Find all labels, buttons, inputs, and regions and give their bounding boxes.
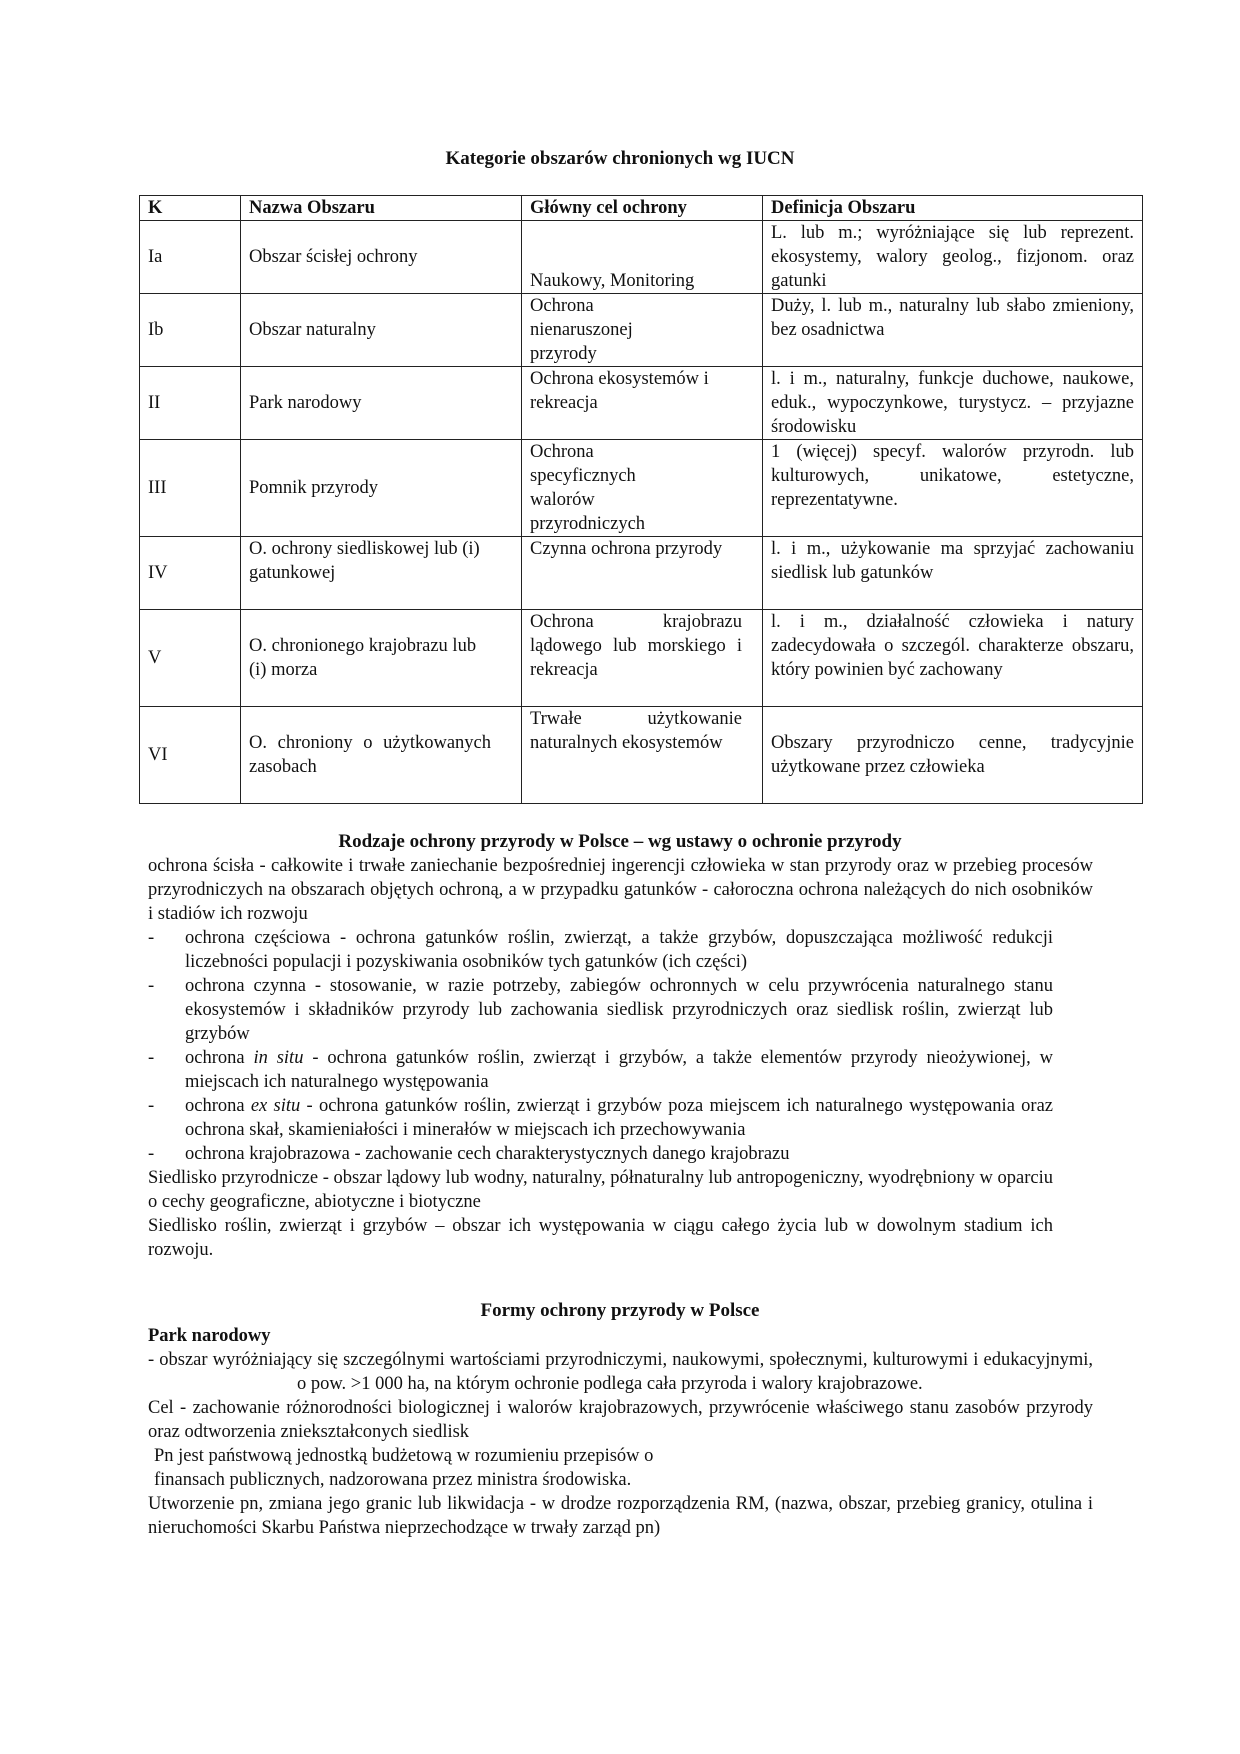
cell-definition: L. lub m.; wyróżniające się lub reprezent. ekosystemy, walory geolog., fizjonom. oraz gatunki	[763, 221, 1143, 294]
list-item-emphasis: ex situ	[250, 1096, 301, 1116]
cell-category: V	[140, 610, 241, 707]
cell-area-name: O. chroniony o użytkowanych zasobach	[241, 707, 522, 804]
cell-category: II	[140, 367, 241, 440]
table-title: Kategorie obszarów chronionych wg IUCN	[445, 148, 795, 169]
cell-definition: l. i m., użykowanie ma sprzyjać zachowaniu siedlisk lub gatunków	[763, 537, 1143, 610]
header-cell-definition: Definicja Obszaru	[763, 196, 1143, 221]
cell-category: IV	[140, 537, 241, 610]
national-park-goal: Cel - zachowanie różnorodności biologicznej i walorów krajobrazowych, przywrócenie właściwego stanu zasobów przyrody oraz odtworzenia zniekształconych siedlisk	[148, 1398, 1093, 1442]
table-row	[140, 537, 1143, 610]
cell-goal: Czynna ochrona przyrody	[522, 537, 763, 610]
list-item-text: ochrona krajobrazowa - zachowanie cech charakterystycznych danego krajobrazu	[185, 1144, 790, 1164]
cell-definition: 1 (więcej) specyf. walorów przyrodn. lub kulturowych, unikatowe, estetyczne, reprezentatywne.	[763, 440, 1143, 537]
iucn-categories-table	[139, 195, 1143, 804]
cell-area-name: O. ochrony siedliskowej lub (i) gatunkowej	[241, 537, 522, 610]
table-row	[140, 221, 1143, 294]
cell-definition: Obszary przyrodniczo cenne, tradycyjnie użytkowane przez człowieka	[763, 707, 1143, 804]
list-item-text: - ochrona gatunków roślin, zwierząt i grzybów poza miejscem ich naturalnego występowania oraz ochrona skał, skamieniałości i minerałów w miejscach ich przechowywania	[185, 1096, 1053, 1140]
table-row	[140, 610, 1143, 707]
cell-area-name: Obszar naturalny	[241, 294, 522, 367]
cell-area-name: O. chronionego krajobrazu lub (i) morza	[241, 610, 522, 707]
header-cell-k: K	[140, 196, 241, 221]
list-item	[148, 1046, 1093, 1094]
section-title-protection-forms: Formy ochrony przyrody w Polsce	[480, 1300, 760, 1321]
table-header-row	[140, 196, 1143, 221]
cell-category: Ia	[140, 221, 241, 294]
list-item-text: ochrona	[185, 1096, 251, 1116]
cell-goal: Trwałe użytkowanie naturalnych ekosystemów	[522, 707, 763, 804]
list-item-text: ochrona częściowa - ochrona gatunków roślin, zwierząt, a także grzybów, dopuszczająca możliwość redukcji liczebności populacji i pozyskiwania osobników tych gatunków (ich części)	[185, 928, 1053, 972]
cell-area-name: Park narodowy	[241, 367, 522, 440]
habitat-definition: Siedlisko przyrodnicze - obszar lądowy lub wodny, naturalny, półnaturalny lub antropogeniczny, wyodrębniony w oparciu o cechy geograficzne, abiotyczne i biotyczne	[148, 1168, 1053, 1212]
header-cell-name: Nazwa Obszaru	[241, 196, 522, 221]
list-item-text: ochrona czynna - stosowanie, w razie potrzeby, zabiegów ochronnych w celu przywrócenia naturalnego stanu ekosystemów i składników przyrody lub zachowania siedlisk przyrodniczych oraz siedlisk roślin, zwierząt lub grzybów	[185, 976, 1053, 1044]
list-item-text: ochrona	[185, 1048, 254, 1068]
list-item-emphasis: in situ	[253, 1048, 304, 1068]
list-item-text: - ochrona gatunków roślin, zwierząt i grzybów, a także elementów przyrody nieożywionej, w miejscach ich naturalnego występowania	[185, 1048, 1053, 1092]
national-park-status-line-1: Pn jest państwową jednostką budżetową w rozumieniu przepisów o	[154, 1446, 654, 1466]
cell-goal: Ochrona specyficznych walorów przyrodniczych	[522, 440, 763, 537]
cell-definition: l. i m., działalność człowieka i natury zadecydowała o szczegól. charakterze obszaru, który powinien być zachowany	[763, 610, 1143, 707]
section-title-protection-types: Rodzaje ochrony przyrody w Polsce – wg ustawy o ochronie przyrody	[338, 831, 902, 852]
strict-protection-paragraph: ochrona ścisła - całkowite i trwałe zaniechanie bezpośredniej ingerencji człowieka w stan przyrody oraz w przebieg procesów przyrodniczych na obszarach objętych ochroną, a w przypadku gatunków - całoroczna ochrona należących do nich osobników i stadiów ich rozwoju	[148, 856, 1093, 924]
protection-types-body	[148, 854, 1093, 1262]
cell-goal: Naukowy, Monitoring	[522, 221, 763, 294]
cell-area-name: Pomnik przyrody	[241, 440, 522, 537]
national-park-creation: Utworzenie pn, zmiana jego granic lub likwidacja - w drodze rozporządzenia RM, (nazwa, obszar, przebieg granicy, otulina i nieruchomości Skarbu Państwa nieprzechodzące w trwały zarząd pn)	[148, 1494, 1093, 1538]
cell-category: III	[140, 440, 241, 537]
cell-goal: Ochrona nienaruszonej przyrody	[522, 294, 763, 367]
header-cell-goal: Główny cel ochrony	[522, 196, 763, 221]
cell-goal: Ochrona ekosystemów i rekreacja	[522, 367, 763, 440]
cell-goal: Ochrona krajobrazu lądowego lub morskiego i rekreacja	[522, 610, 763, 707]
species-habitat-definition: Siedlisko roślin, zwierząt i grzybów – obszar ich występowania w ciągu całego życia lub w dowolnym stadium ich rozwoju.	[148, 1216, 1053, 1260]
table-row	[140, 367, 1143, 440]
table-row	[140, 707, 1143, 804]
list-item	[148, 1142, 1093, 1166]
national-park-definition: - obszar wyróżniający się szczególnymi wartościami przyrodniczymi, naukowymi, społecznymi, kulturowymi i edukacyjnymi, o pow. >1 000 ha, na którym ochronie podlega cała przyroda i walory krajobrazowe.	[148, 1350, 1093, 1394]
cell-category: VI	[140, 707, 241, 804]
national-park-heading: Park narodowy	[148, 1326, 271, 1346]
national-park-status-line-2: finansach publicznych, nadzorowana przez ministra środowiska.	[154, 1470, 632, 1490]
list-item	[148, 926, 1093, 974]
cell-definition: l. i m., naturalny, funkcje duchowe, naukowe, eduk., wypoczynkowe, turystycz. – przyjazne środowisku	[763, 367, 1143, 440]
protection-forms-body	[148, 1324, 1093, 1540]
table-row	[140, 440, 1143, 537]
list-item	[148, 1094, 1093, 1142]
cell-category: Ib	[140, 294, 241, 367]
table-row	[140, 294, 1143, 367]
list-item	[148, 974, 1093, 1046]
cell-area-name: Obszar ścisłej ochrony	[241, 221, 522, 294]
cell-definition: Duży, l. lub m., naturalny lub słabo zmieniony, bez osadnictwa	[763, 294, 1143, 367]
